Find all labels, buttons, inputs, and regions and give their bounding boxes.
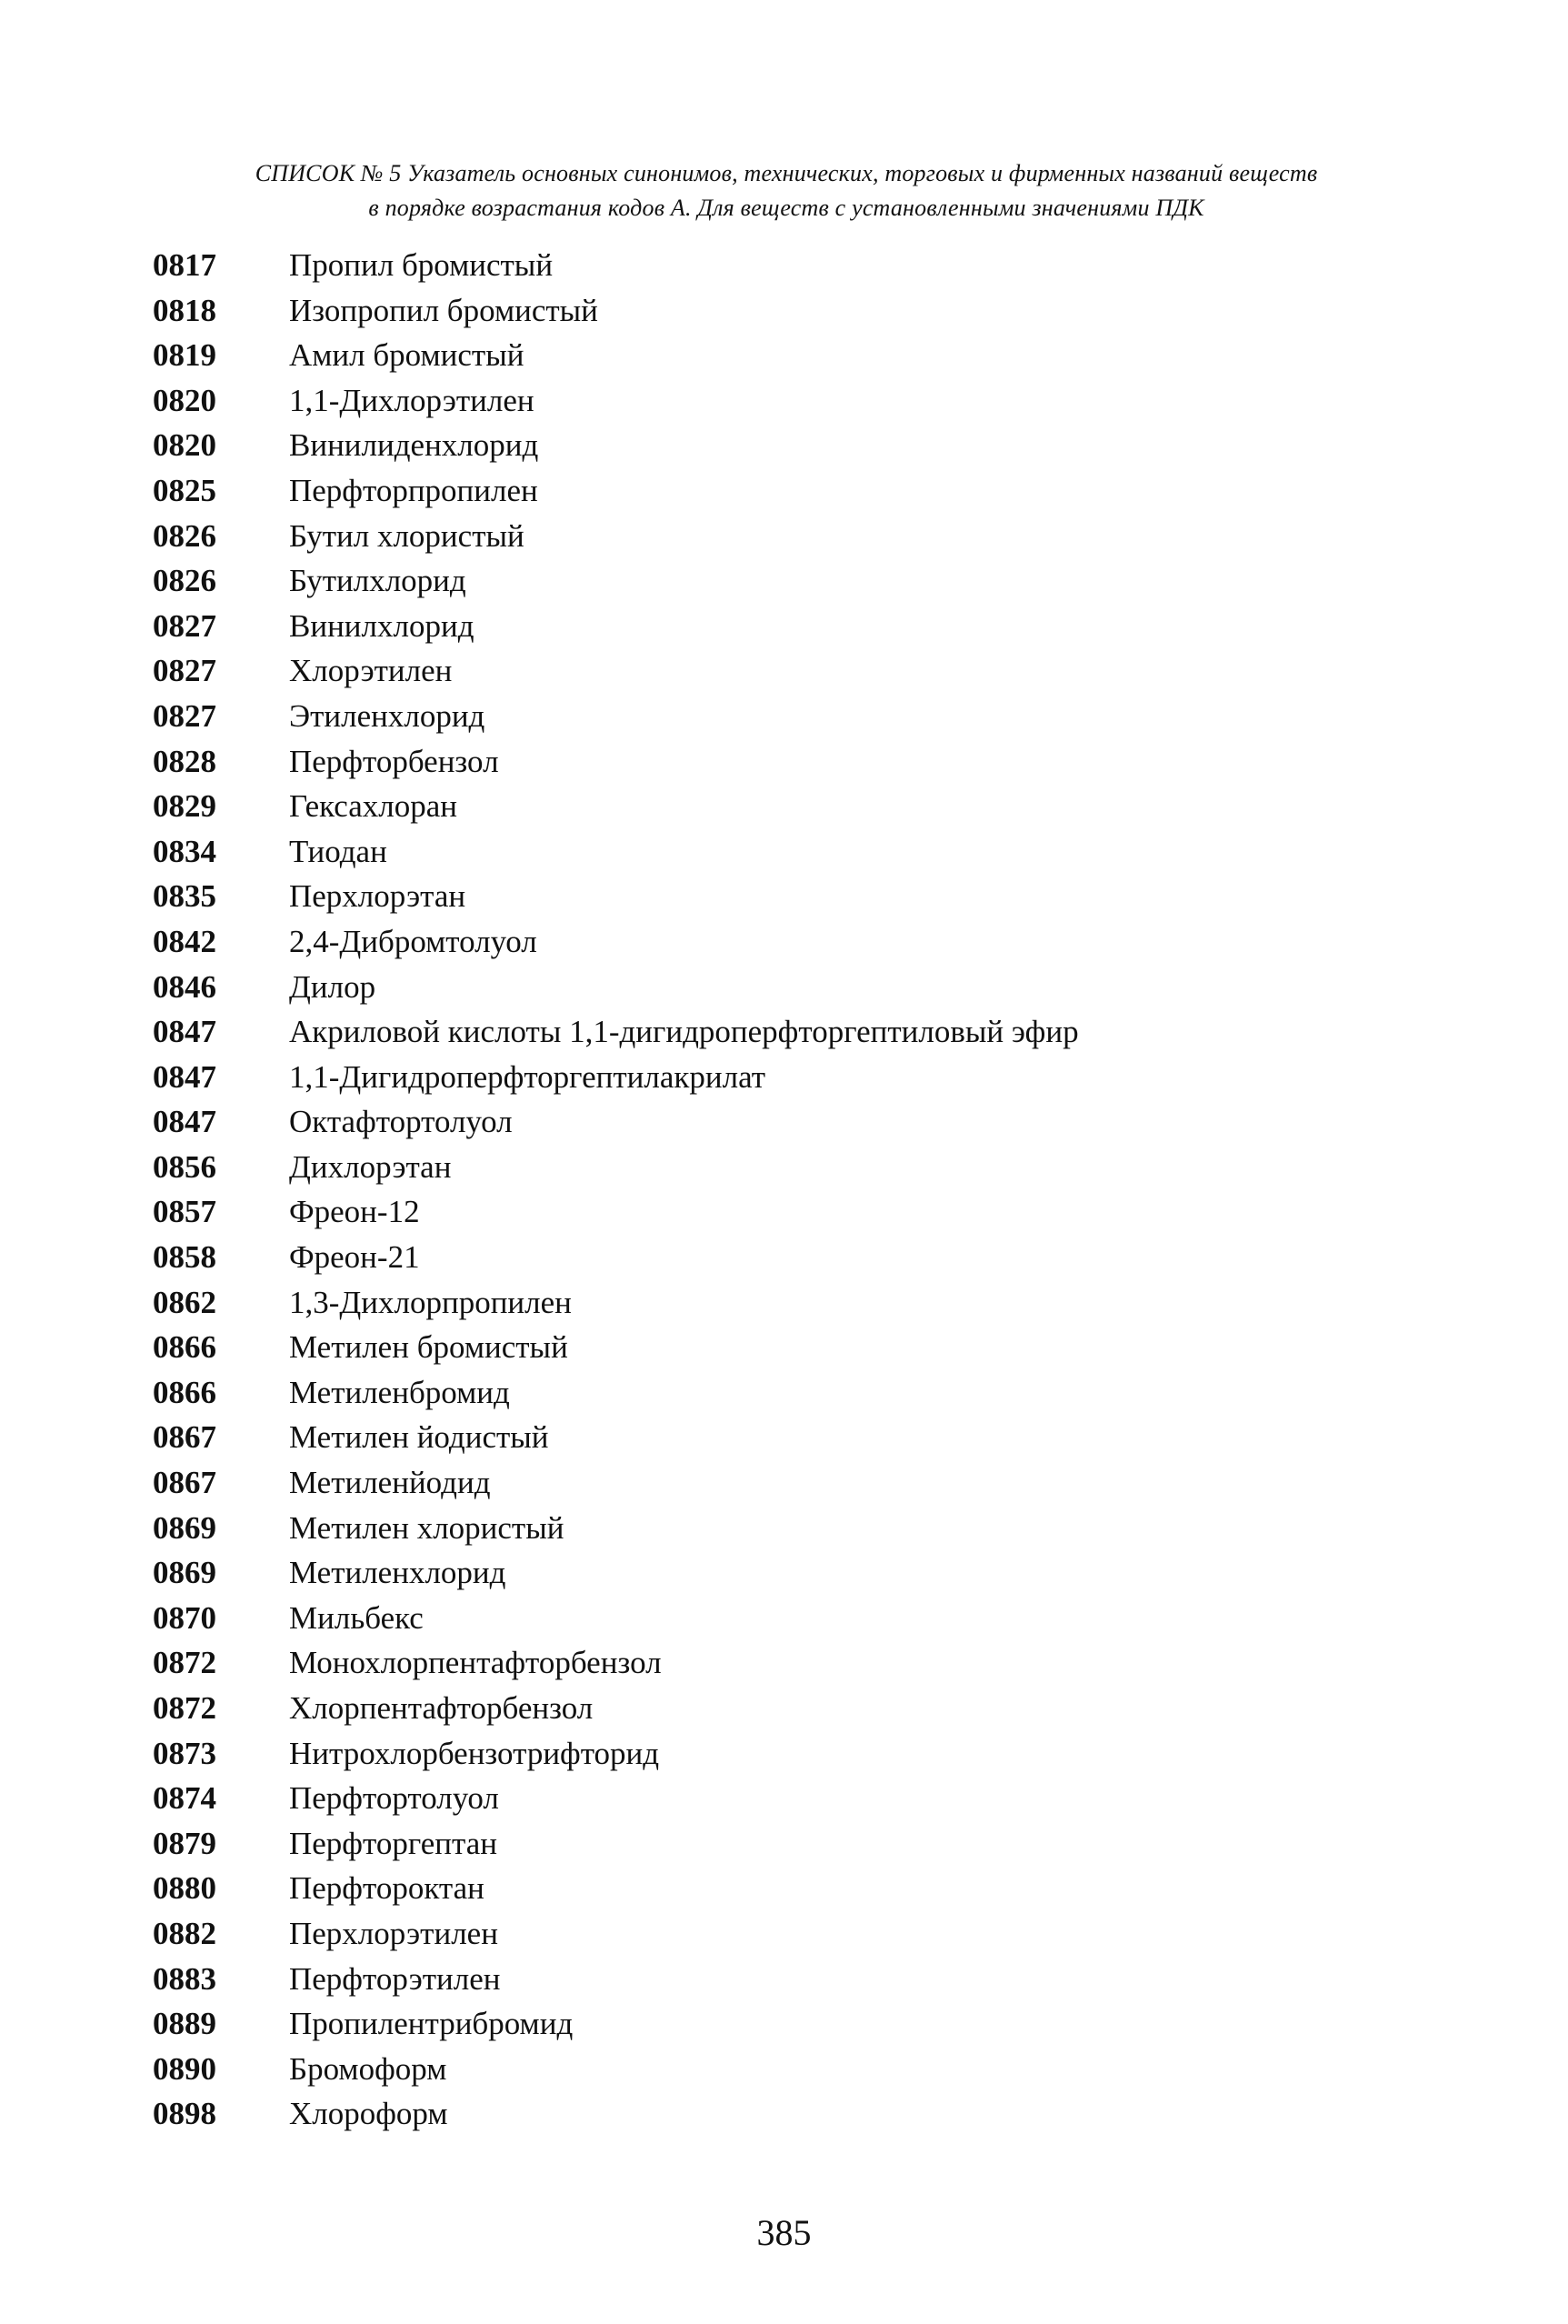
list-item: [0, 1510, 1568, 1556]
substance-name: Монохлорпентафторбензол: [289, 1645, 662, 1681]
substance-name: Октафтортолуол: [289, 1104, 513, 1140]
substance-code: 0820: [153, 382, 216, 418]
substance-name: Перфторпропилен: [289, 472, 538, 508]
substance-name: Бромоформ: [289, 2050, 447, 2087]
substance-name: Перфтортолуол: [289, 1780, 499, 1817]
substance-name: Фреон-21: [289, 1239, 420, 1276]
substance-code: 0825: [153, 472, 216, 508]
list-item: [0, 1690, 1568, 1736]
list-item: [0, 1600, 1568, 1646]
list-item: [0, 2006, 1568, 2051]
list-item: [0, 427, 1568, 473]
substance-code: 0847: [153, 1014, 216, 1050]
substance-code: 0826: [153, 563, 216, 599]
page-number: 385: [756, 2212, 812, 2253]
substance-name: Гексахлоран: [289, 788, 457, 825]
substance-name: Мильбекс: [289, 1599, 424, 1636]
substance-name: Метиленйодид: [289, 1465, 491, 1501]
substance-code: 0834: [153, 833, 216, 869]
substance-name: Нитрохлорбензотрифторид: [289, 1735, 660, 1771]
substance-name: Пропил бромистый: [289, 247, 554, 283]
substance-name: Бутилхлорид: [289, 563, 466, 599]
substance-name: Перфторбензол: [289, 743, 499, 779]
list-item: [0, 473, 1568, 518]
substance-code: 0820: [153, 427, 216, 464]
substance-code: 0835: [153, 878, 216, 915]
list-item: [0, 337, 1568, 383]
substance-name: Перфтороктан: [289, 1870, 484, 1907]
substance-code: 0847: [153, 1104, 216, 1140]
substance-code: 0829: [153, 788, 216, 825]
substance-name: Перхлорэтан: [289, 878, 466, 915]
substance-name: Изопропил бромистый: [289, 292, 598, 328]
substance-name: Винилиденхлорид: [289, 427, 539, 464]
substance-name: Акриловой кислоты 1,1-дигидроперфторгептиловый эфир: [289, 1014, 1079, 1050]
list-item: [0, 2051, 1568, 2097]
substance-code: 0867: [153, 1465, 216, 1501]
substance-code: 0847: [153, 1058, 216, 1095]
substance-code: 0890: [153, 2050, 216, 2087]
substance-code: 0898: [153, 2096, 216, 2132]
list-item: [0, 563, 1568, 608]
substance-name: 2,4-Дибромтолуол: [289, 923, 537, 959]
list-item: [0, 1555, 1568, 1600]
list-item: [0, 518, 1568, 564]
substance-code: 0869: [153, 1509, 216, 1546]
list-item: [0, 969, 1568, 1015]
list-item: [0, 1419, 1568, 1465]
substance-code: 0827: [153, 607, 216, 644]
substance-code: 0869: [153, 1555, 216, 1591]
list-item: [0, 247, 1568, 293]
header-line-2: в порядке возрастания кодов А. Для веществ с установленными значениями ПДК: [368, 195, 1204, 221]
substance-name: Пропилентрибромид: [289, 2006, 574, 2042]
substance-name: 1,1-Дихлорэтилен: [289, 382, 534, 418]
substance-name: Дихлорэтан: [289, 1148, 452, 1185]
list-item: [0, 924, 1568, 969]
list-item: [0, 1329, 1568, 1375]
substance-code: 0827: [153, 653, 216, 689]
substance-name: Фреон-12: [289, 1194, 420, 1230]
list-item: [0, 1465, 1568, 1510]
substance-code: 0828: [153, 743, 216, 779]
substance-code: 0818: [153, 292, 216, 328]
list-item: [0, 608, 1568, 654]
substance-name: 1,1-Дигидроперфторгептилакрилат: [289, 1058, 765, 1095]
list-item: [0, 1870, 1568, 1916]
substance-code: 0866: [153, 1329, 216, 1366]
substance-code: 0866: [153, 1374, 216, 1410]
substance-name: Тиодан: [289, 833, 387, 869]
substance-name: Хлороформ: [289, 2096, 448, 2132]
substance-code: 0872: [153, 1690, 216, 1726]
substance-name: Перфторгептан: [289, 1825, 497, 1861]
list-item: [0, 1826, 1568, 1871]
substance-name: Метиленхлорид: [289, 1555, 506, 1591]
substance-code: 0870: [153, 1599, 216, 1636]
substance-code: 0873: [153, 1735, 216, 1771]
substance-name: Метилен бромистый: [289, 1329, 568, 1366]
list-item: [0, 653, 1568, 698]
substance-name: Перхлорэтилен: [289, 1915, 498, 1951]
substance-code: 0858: [153, 1239, 216, 1276]
substance-code: 0827: [153, 697, 216, 734]
substance-code: 0874: [153, 1780, 216, 1817]
substance-code: 0819: [153, 337, 216, 374]
substance-code: 0872: [153, 1645, 216, 1681]
substance-code: 0867: [153, 1419, 216, 1456]
substance-name: 1,3-Дихлорпропилен: [289, 1284, 572, 1320]
substance-code: 0856: [153, 1148, 216, 1185]
substance-code: 0889: [153, 2006, 216, 2042]
list-item: [0, 1149, 1568, 1195]
list-item: [0, 383, 1568, 428]
substance-name: Амил бромистый: [289, 337, 524, 374]
list-item: [0, 1239, 1568, 1285]
list-item: [0, 1780, 1568, 1826]
header-line-1: СПИСОК № 5 Указатель основных синонимов, технических, торговых и фирменных названий веществ: [255, 160, 1318, 186]
list-item: [0, 1961, 1568, 2007]
substance-code: 0879: [153, 1825, 216, 1861]
list-item: [0, 878, 1568, 924]
substance-name: Хлорпентафторбензол: [289, 1690, 594, 1726]
substance-name: Бутил хлористый: [289, 517, 524, 554]
list-item: [0, 1285, 1568, 1330]
list-item: [0, 1194, 1568, 1239]
substance-code: 0862: [153, 1284, 216, 1320]
list-item: [0, 293, 1568, 338]
substance-name: Винилхлорид: [289, 607, 474, 644]
substance-name: Дилор: [289, 968, 376, 1005]
list-item: [0, 1645, 1568, 1690]
list-item: [0, 1104, 1568, 1149]
substance-code: 0857: [153, 1194, 216, 1230]
synonym-list: [0, 247, 1568, 2141]
list-item: [0, 2096, 1568, 2141]
substance-code: 0880: [153, 1870, 216, 1907]
substance-name: Перфторэтилен: [289, 1960, 501, 1997]
page-header: [136, 156, 1436, 225]
substance-name: Метилен хлористый: [289, 1509, 564, 1546]
list-item: [0, 834, 1568, 879]
substance-name: Этиленхлорид: [289, 697, 485, 734]
substance-code: 0817: [153, 247, 216, 283]
list-item: [0, 744, 1568, 789]
substance-code: 0842: [153, 923, 216, 959]
list-item: [0, 698, 1568, 744]
list-item: [0, 1736, 1568, 1781]
list-item: [0, 1059, 1568, 1105]
substance-code: 0882: [153, 1915, 216, 1951]
list-item: [0, 1375, 1568, 1420]
list-item: [0, 788, 1568, 834]
list-item: [0, 1916, 1568, 1961]
substance-code: 0846: [153, 968, 216, 1005]
substance-name: Метиленбромид: [289, 1374, 510, 1410]
list-item: [0, 1014, 1568, 1059]
substance-name: Метилен йодистый: [289, 1419, 549, 1456]
substance-code: 0883: [153, 1960, 216, 1997]
substance-name: Хлорэтилен: [289, 653, 453, 689]
substance-code: 0826: [153, 517, 216, 554]
